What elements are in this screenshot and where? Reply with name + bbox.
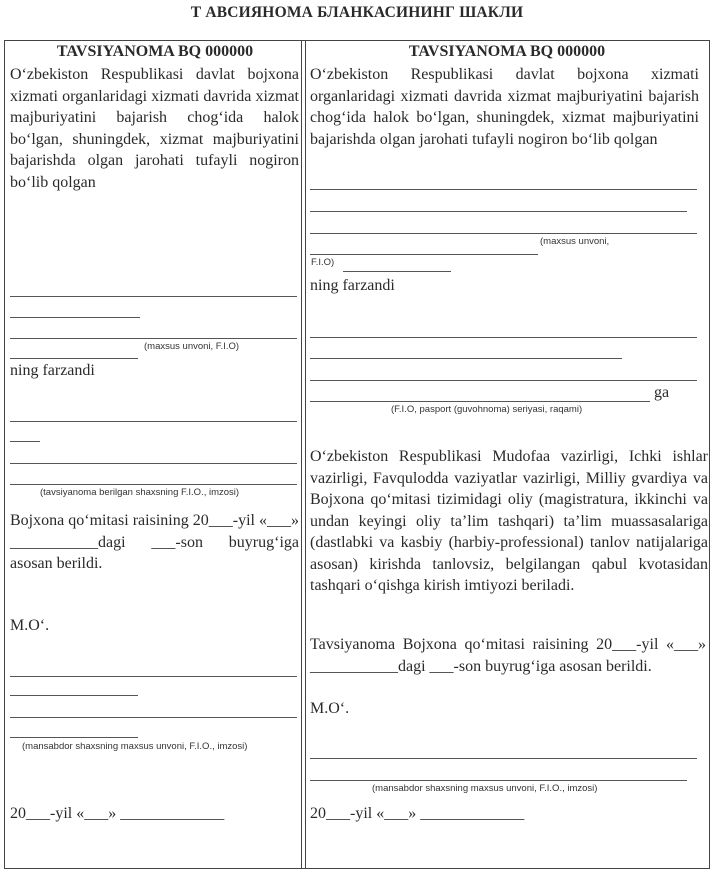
- left-blank-line: [10, 441, 40, 442]
- right-blank-line: [310, 337, 697, 338]
- left-blank-line: [10, 676, 297, 677]
- right-blank-line: [310, 380, 697, 381]
- right-date: 20___-yil «___» _____________: [310, 805, 525, 822]
- left-title: TAVSIYANOMA BQ 000000: [56, 43, 254, 60]
- left-seal: M.O‘.: [10, 617, 50, 634]
- left-blank-line: [10, 421, 297, 422]
- right-blank-line: [310, 254, 538, 255]
- right-child-text: ning farzandi: [310, 277, 395, 294]
- left-blank-line: [10, 338, 297, 339]
- left-blank-line: [10, 296, 297, 297]
- left-blank-line: [10, 358, 138, 359]
- left-blank-line: [10, 484, 297, 485]
- right-blank-line: [310, 211, 687, 212]
- column-divider: [301, 40, 306, 869]
- left-blank-line: [10, 695, 138, 696]
- left-holder-caption: (tavsiyanoma berilgan shaxsning F.I.O., imzosi): [40, 487, 240, 498]
- left-intro: O‘zbekiston Respublikasi davlat bojxona xizmati organlaridagi xizmati davrida xizmat majburiyatini bajarish chog‘ida halok bo‘lgan, shuningdek, xizmat majburiyatini bajarishda olgan jarohati tufayli nogiron bo‘lib qolgan: [10, 66, 299, 191]
- right-official-caption: (mansabdor shaxsning maxsus unvoni, F.I.O., imzosi): [372, 783, 598, 794]
- left-order-text: Bojxona qo‘mitasi raisining 20___-yil «___» ___________dagi ___-son buyrug‘iga asosan berildi.: [10, 512, 299, 572]
- form-heading: Т АВСИЯНОМА БЛАНКАСИНИНГ ШАКЛИ: [190, 4, 524, 21]
- right-blank-line: [310, 233, 697, 234]
- right-ga-text: ga: [654, 384, 670, 401]
- right-blank-line: [310, 189, 697, 190]
- right-intro: O‘zbekiston Respublikasi davlat bojxona xizmati organlaridagi xizmati davrida xizmat majburiyatini bajarish chog‘ida halok bo‘lgan, shuningdek, xizmat majburiyatini bajarishda olgan jarohati tufayli nogiron bo‘lib qolgan: [310, 66, 699, 148]
- left-rank-caption: (maxsus unvoni, F.I.O): [144, 341, 240, 352]
- right-seal: M.O‘.: [310, 700, 350, 717]
- right-rank-caption-cont: F.I.O): [311, 257, 335, 268]
- left-blank-line: [10, 717, 297, 718]
- right-privilege-text: O‘zbekiston Respublikasi Mudofaa vazirligi, Ichki ishlar vazirligi, Favqulodda vaziyatlar vazirligi, Milliy gvardiya va Bojxona qo‘mitasi tizimidagi oliy (magistratura, ikkinchi va undan keyingi oliy ta’lim tashqari) ta’lim muassasalariga (dastlabki va kasbiy (harbiy-professional) tanlov natijalariga asosan) kirishda tanlovsiz, belgilangan qabul kvotasidan tashqari o‘qishga kirish imtiyozi beriladi.: [310, 448, 708, 594]
- right-blank-line: [310, 401, 650, 402]
- right-rank-caption: (maxsus unvoni,: [540, 236, 610, 247]
- left-blank-line: [10, 737, 138, 738]
- left-child-text: ning farzandi: [10, 362, 95, 379]
- right-title: TAVSIYANOMA BQ 000000: [408, 43, 606, 60]
- left-blank-line: [10, 463, 297, 464]
- right-blank-line: [310, 358, 622, 359]
- left-official-caption: (mansabdor shaxsning maxsus unvoni, F.I.O., imzosi): [22, 741, 248, 752]
- right-blank-line: [343, 271, 451, 272]
- left-date: 20___-yil «___» _____________: [10, 805, 225, 822]
- right-order-text: Tavsiyanoma Bojxona qo‘mitasi raisining 20___-yil «___» ___________dagi ___-son buyrug‘iga asosan berildi.: [310, 636, 706, 675]
- right-blank-line: [310, 780, 687, 781]
- left-blank-line: [10, 317, 140, 318]
- right-blank-line: [310, 758, 697, 759]
- right-passport-caption: (F.I.O, pasport (guvohnoma) seriyasi, raqami): [391, 404, 583, 415]
